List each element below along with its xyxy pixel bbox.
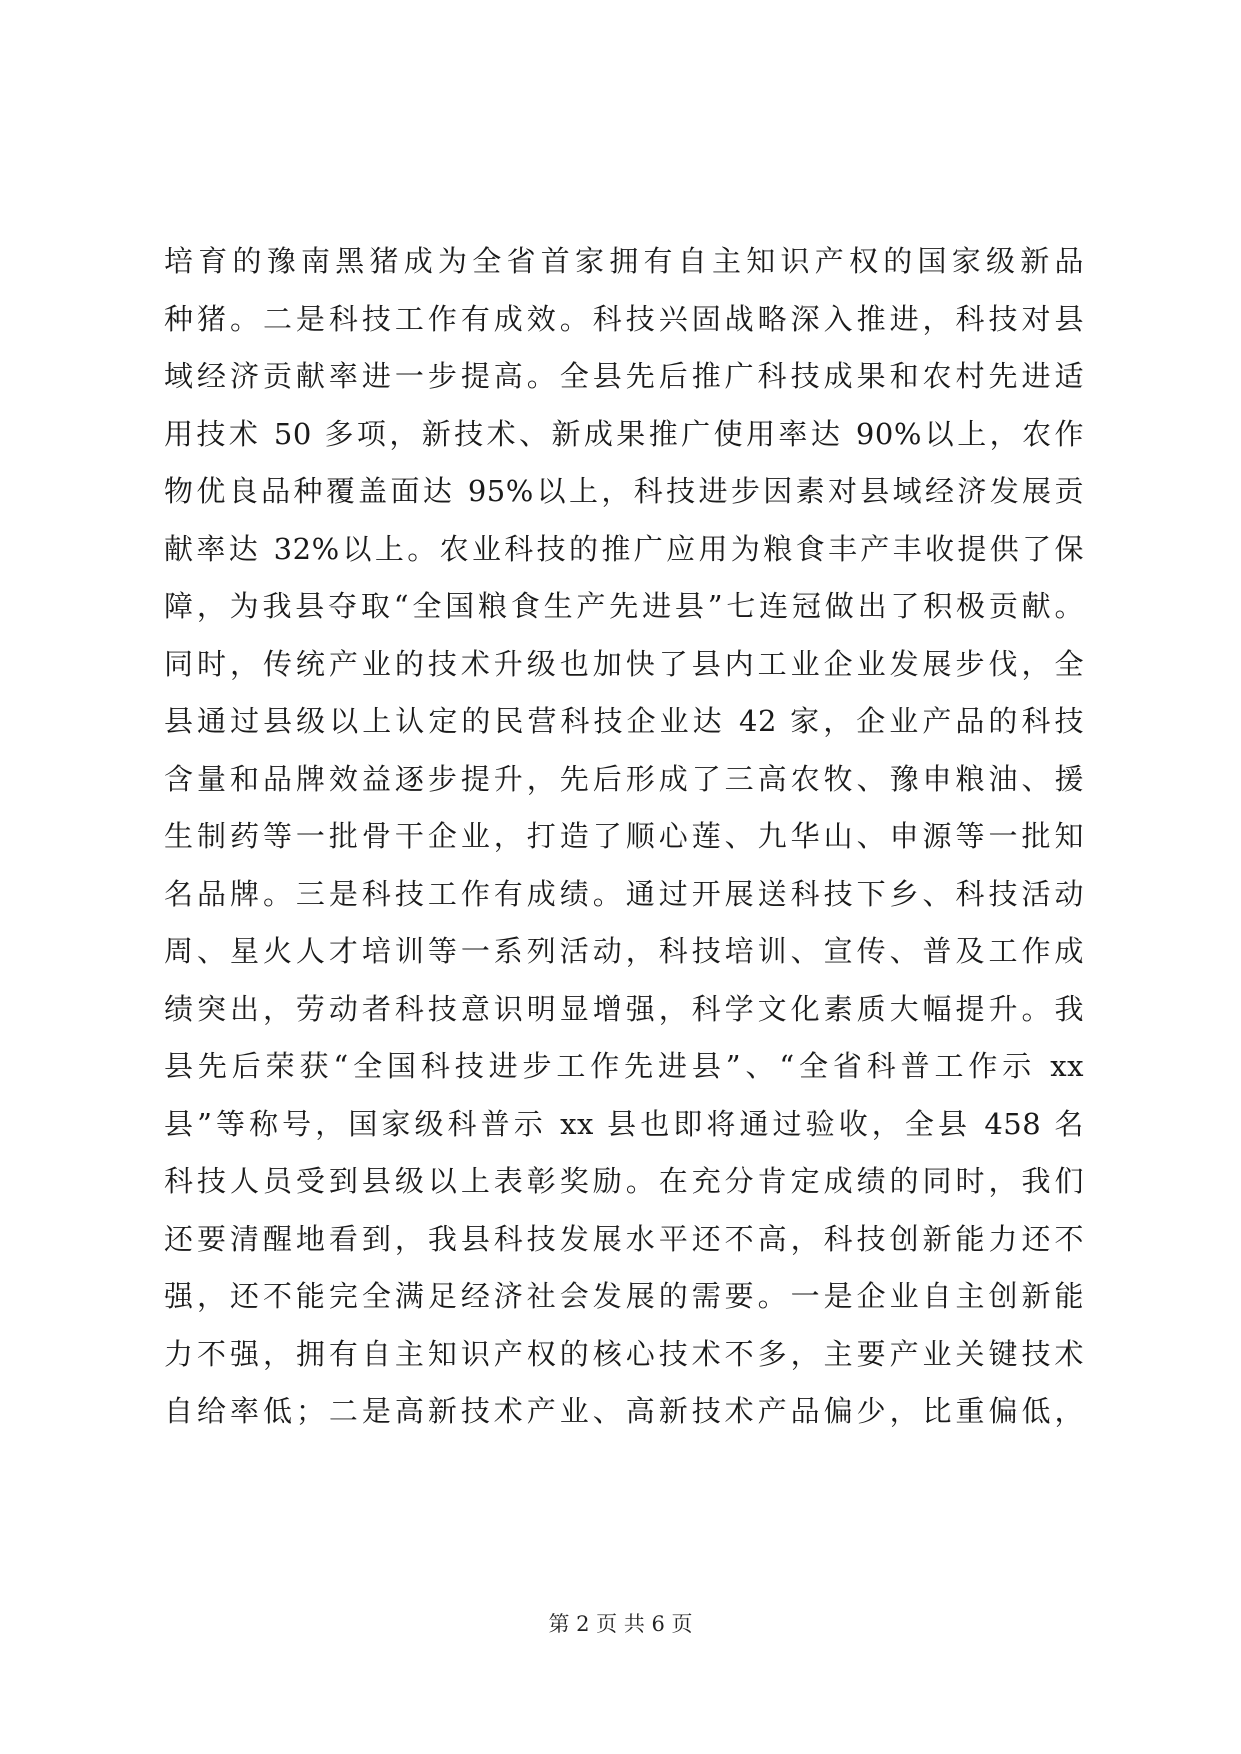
text-line-2: 种猪。二是科技工作有成效。科技兴固战略深入推进，科技对县: [164, 301, 1084, 336]
text-line-16: 县”等称号，国家级科普示 xx 县也即将通过验收，全县 458 名: [164, 1106, 1084, 1141]
text-line-17: 科技人员受到县级以上表彰奖励。在充分肯定成绩的同时，我们: [164, 1164, 1084, 1198]
page-number-label: 第 2 页 共 6 页: [548, 1612, 693, 1636]
text-line-21: 自给率低；二是高新技术产业、高新技术产品偏少，比重偏低，: [164, 1394, 1084, 1428]
text-line-6: 献率达 32%以上。农业科技的推广应用为粮食丰产丰收提供了保: [164, 531, 1084, 566]
text-line-1: 培育的豫南黑猪成为全省首家拥有自主知识产权的国家级新品: [164, 244, 1084, 278]
text-line-3: 域经济贡献率进一步提高。全县先后推广科技成果和农村先进适: [164, 359, 1084, 393]
text-line-7: 障，为我县夺取“全国粮食生产先进县”七连冠做出了积极贡献。: [164, 589, 1084, 623]
text-line-12: 名品牌。三是科技工作有成绩。通过开展送科技下乡、科技活动: [164, 876, 1084, 911]
text-line-10: 含量和品牌效益逐步提升，先后形成了三高农牧、豫申粮油、援: [164, 761, 1084, 796]
text-line-8: 同时，传统产业的技术升级也加快了县内工业企业发展步伐，全: [164, 646, 1084, 681]
page-footer: [0, 1608, 1241, 1638]
text-line-19: 强，还不能完全满足经济社会发展的需要。一是企业自主创新能: [164, 1279, 1084, 1313]
text-line-14: 绩突出，劳动者科技意识明显增强，科学文化素质大幅提升。我: [164, 991, 1084, 1026]
text-line-15: 县先后荣获“全国科技进步工作先进县”、“全省科普工作示 xx: [164, 1049, 1084, 1083]
text-line-9: 县通过县级以上认定的民营科技企业达 42 家，企业产品的科技: [164, 704, 1084, 738]
text-line-11: 生制药等一批骨干企业，打造了顺心莲、九华山、申源等一批知: [164, 819, 1084, 853]
text-line-18: 还要清醒地看到，我县科技发展水平还不高，科技创新能力还不: [164, 1221, 1084, 1256]
text-line-20: 力不强，拥有自主知识产权的核心技术不多，主要产业关键技术: [164, 1336, 1084, 1371]
text-line-4: 用技术 50 多项，新技术、新成果推广使用率达 90%以上，农作: [164, 416, 1084, 451]
body-text: [164, 233, 1084, 1441]
text-line-13: 周、星火人才培训等一系列活动，科技培训、宣传、普及工作成: [164, 934, 1084, 968]
text-line-5: 物优良品种覆盖面达 95%以上，科技进步因素对县域经济发展贡: [164, 474, 1084, 508]
